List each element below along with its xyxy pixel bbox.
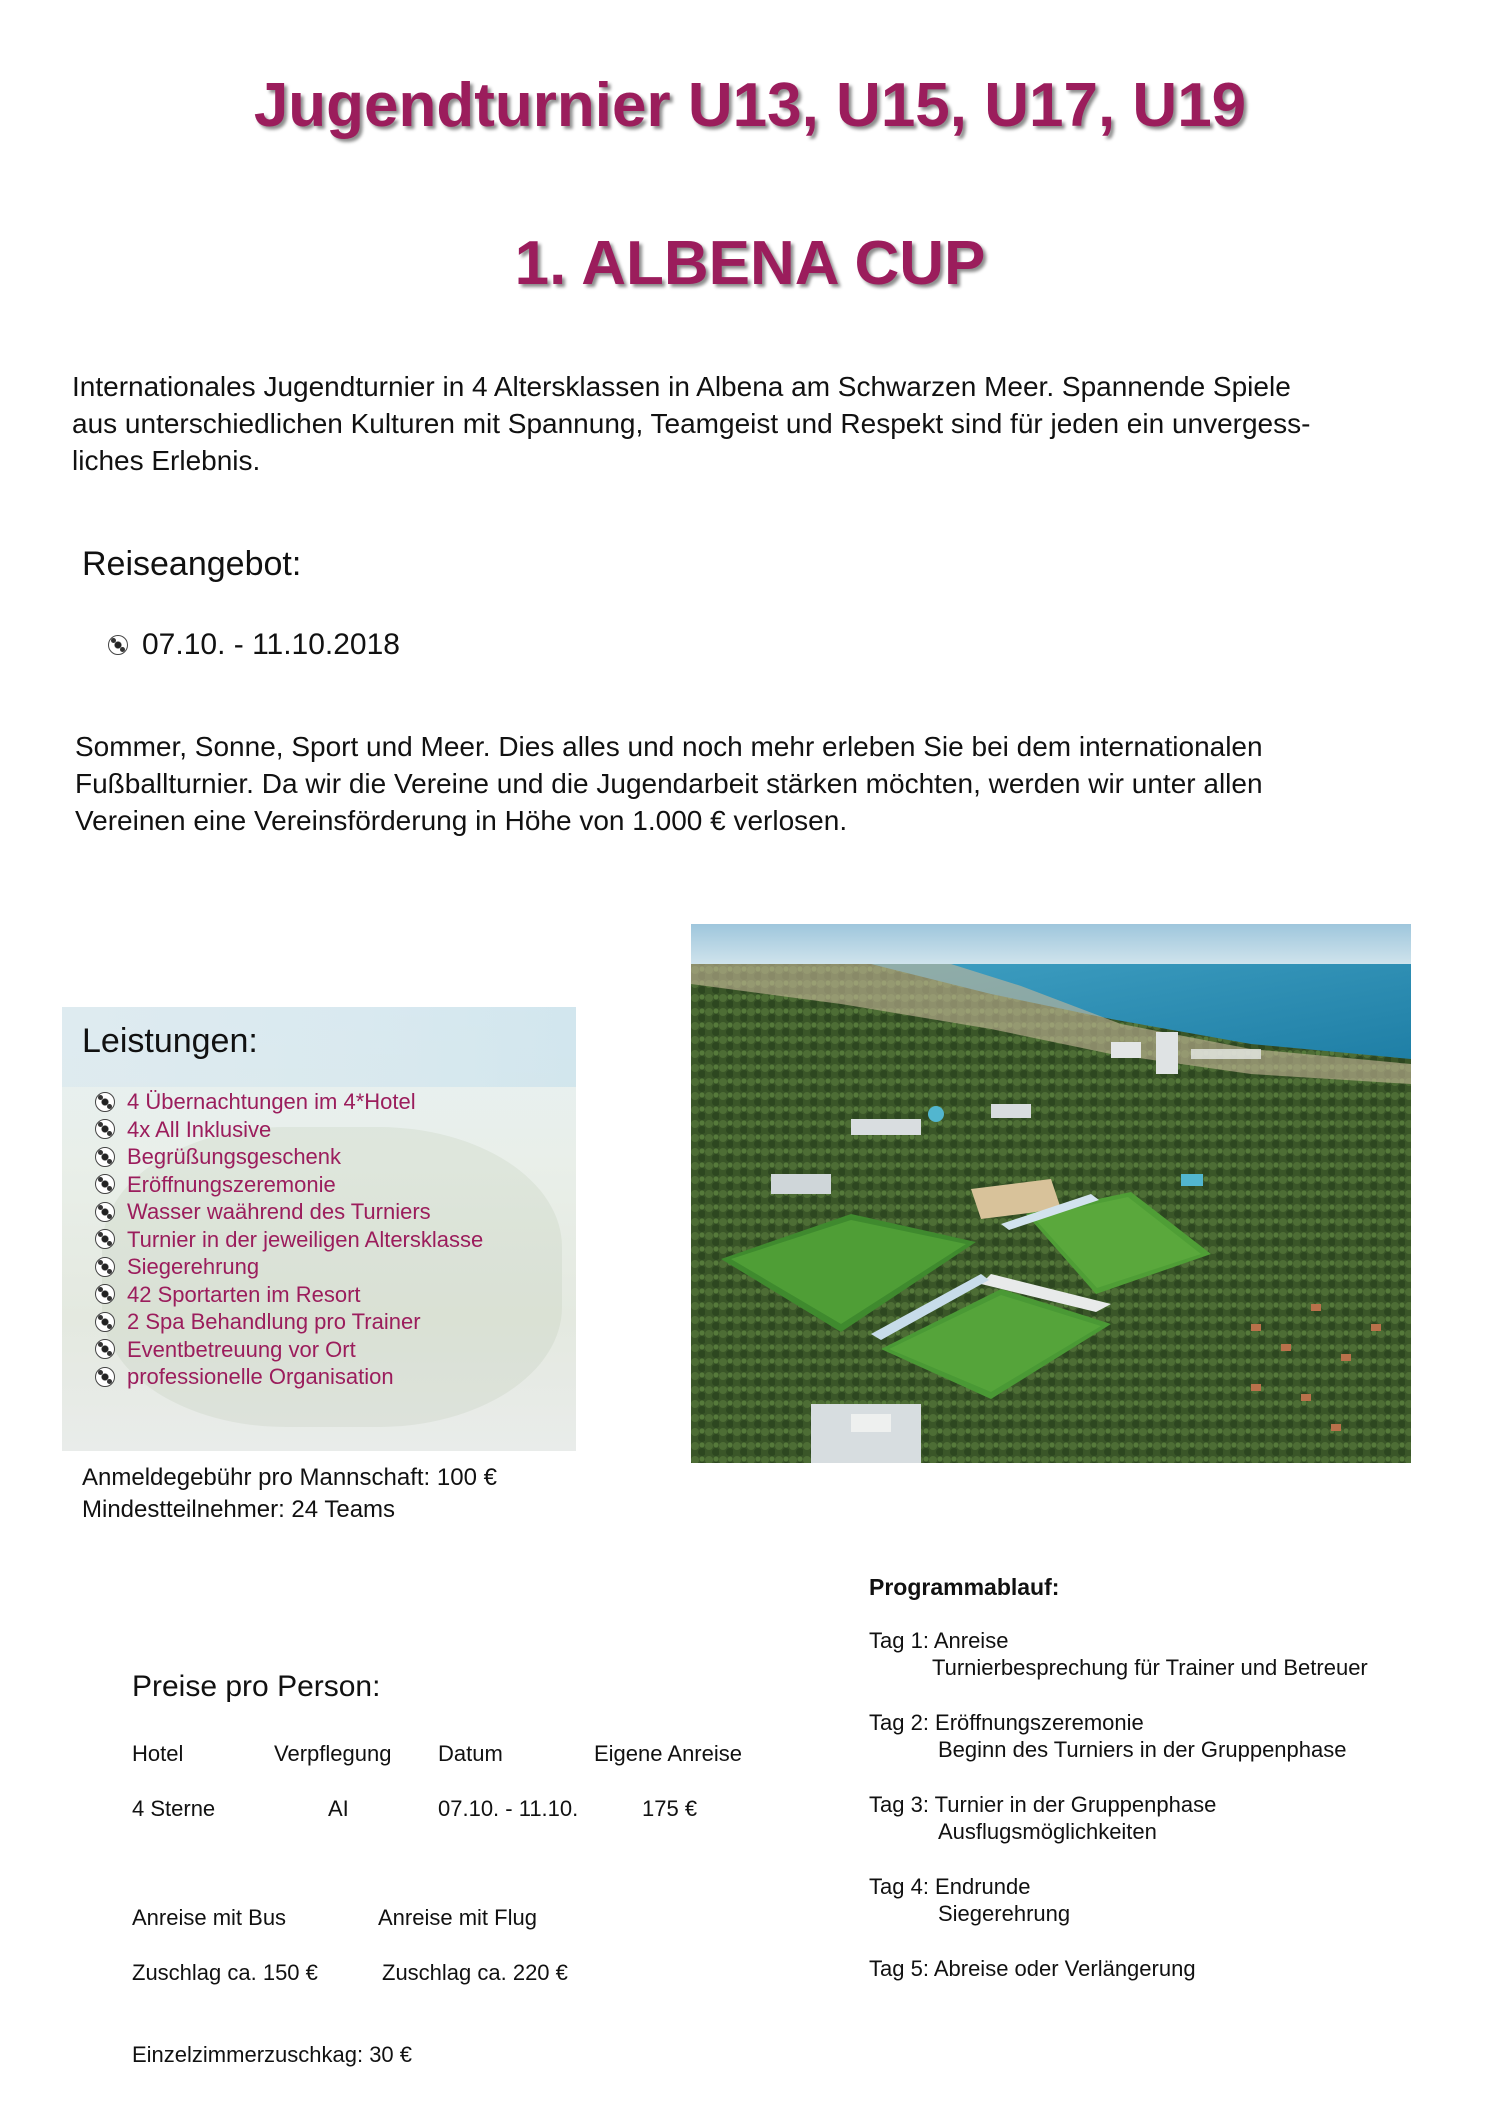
soccer-ball-icon: [95, 1174, 115, 1194]
price-row-hotel: 4 Sterne: [132, 1796, 216, 1821]
page-title: Jugendturnier U13, U15, U17, U19: [253, 71, 1247, 140]
list-item-label: Eventbetreuung vor Ort: [127, 1336, 356, 1362]
day-4: Tag 4: Endrunde: [869, 1874, 1031, 1899]
list-item: [95, 1363, 483, 1391]
list-item-label: 4 Übernachtungen im 4*Hotel: [127, 1089, 416, 1114]
single-room-surcharge: Einzelzimmerzuschkag: 30 €: [132, 2042, 413, 2067]
list-item: [95, 1336, 483, 1364]
list-item-label: Siegerehrung: [127, 1254, 260, 1279]
soccer-ball-icon: [95, 1202, 115, 1222]
travel-date-item: [108, 628, 400, 662]
list-item-label: Eröffnungszeremonie: [127, 1171, 336, 1197]
travel-date: 07.10. - 11.10.2018: [142, 628, 400, 661]
bus-surcharge: Zuschlag ca. 150 €: [132, 1960, 318, 1985]
col-datum-header: Datum: [438, 1741, 503, 1766]
day-3-detail: Ausflugsmöglichkeiten: [938, 1819, 1157, 1844]
intro-paragraph: [72, 368, 1452, 479]
col-anreise-header: Eigene Anreise: [594, 1741, 742, 1766]
leistungen-heading: Leistungen:: [82, 1022, 258, 1060]
list-item: [95, 1143, 483, 1171]
day-2: Tag 2: Eröffnungszeremonie: [869, 1710, 1144, 1735]
list-item: [95, 1226, 483, 1254]
intro-line: aus unterschiedlichen Kulturen mit Spannung, Teamgeist und Respekt sind für jeden ein unvergess-: [72, 408, 1311, 439]
list-item: [95, 1308, 483, 1336]
list-item: [95, 1281, 483, 1309]
flight-label: Anreise mit Flug: [378, 1905, 537, 1930]
registration-fee: Anmeldegebühr pro Mannschaft: 100 €: [82, 1464, 497, 1491]
price-row-verpflegung: AI: [328, 1796, 349, 1821]
programm-heading: Programmablauf:: [869, 1574, 1060, 1600]
day-1-detail: Turnierbesprechung für Trainer und Betreuer: [932, 1655, 1368, 1680]
list-item-label: Begrüßungsgeschenk: [127, 1144, 342, 1169]
soccer-ball-icon: [95, 1229, 115, 1249]
list-item-label: 42 Sportarten im Resort: [127, 1281, 361, 1307]
minimum-teams: Mindestteilnehmer: 24 Teams: [82, 1496, 396, 1523]
list-item: [95, 1116, 483, 1144]
list-item: [95, 1171, 483, 1199]
flight-surcharge: Zuschlag ca. 220 €: [382, 1960, 568, 1985]
list-item: [95, 1088, 483, 1116]
list-item-label: Turnier in der jeweiligen Altersklasse: [127, 1226, 484, 1252]
fees-block: [82, 1462, 497, 1526]
list-item: [95, 1198, 483, 1226]
soccer-ball-icon: [108, 635, 128, 655]
day-1: Tag 1: Anreise: [869, 1628, 1009, 1653]
description-line: Sommer, Sonne, Sport und Meer. Dies alles und noch mehr erleben Sie bei dem internationalen: [75, 731, 1263, 762]
description-line: Vereinen eine Vereinsförderung in Höhe von 1.000 € verlosen.: [75, 805, 848, 836]
reise-heading: Reiseangebot:: [82, 545, 302, 583]
soccer-ball-icon: [95, 1147, 115, 1167]
soccer-ball-icon: [95, 1257, 115, 1277]
day-5: Tag 5: Abreise oder Verlängerung: [869, 1956, 1196, 1981]
description-line: Fußballturnier. Da wir die Vereine und die Jugendarbeit stärken möchten, werden wir unter allen: [75, 768, 1263, 799]
event-title: 1. ALBENA CUP: [514, 229, 986, 298]
list-item: [95, 1253, 483, 1281]
list-item-label: professionelle Organisation: [127, 1364, 394, 1389]
col-hotel-header: Hotel: [132, 1741, 184, 1766]
soccer-ball-icon: [95, 1119, 115, 1139]
intro-line: Internationales Jugendturnier in 4 Altersklassen in Albena am Schwarzen Meer. Spannende Spiele: [72, 371, 1291, 402]
list-item-label: 4x All Inklusive: [127, 1116, 272, 1142]
prices-heading: Preise pro Person:: [132, 1670, 381, 1703]
list-item-label: 2 Spa Behandlung pro Trainer: [127, 1309, 421, 1334]
col-verpflegung-header: Verpflegung: [274, 1741, 392, 1766]
soccer-ball-icon: [95, 1367, 115, 1387]
leistungen-list: [95, 1088, 483, 1391]
bus-label: Anreise mit Bus: [132, 1905, 287, 1930]
resort-aerial-photo: [691, 924, 1411, 1463]
price-row-amount: 175 €: [642, 1796, 698, 1821]
price-row-datum: 07.10. - 11.10.: [438, 1796, 579, 1821]
soccer-ball-icon: [95, 1092, 115, 1112]
description-paragraph: [75, 728, 1455, 839]
soccer-ball-icon: [95, 1339, 115, 1359]
intro-line: liches Erlebnis.: [72, 445, 261, 476]
day-3: Tag 3: Turnier in der Gruppenphase: [869, 1792, 1217, 1817]
soccer-ball-icon: [95, 1312, 115, 1332]
day-2-detail: Beginn des Turniers in der Gruppenphase: [938, 1737, 1347, 1762]
list-item-label: Wasser waährend des Turniers: [127, 1199, 431, 1224]
day-4-detail: Siegerehrung: [938, 1901, 1071, 1926]
soccer-ball-icon: [95, 1284, 115, 1304]
